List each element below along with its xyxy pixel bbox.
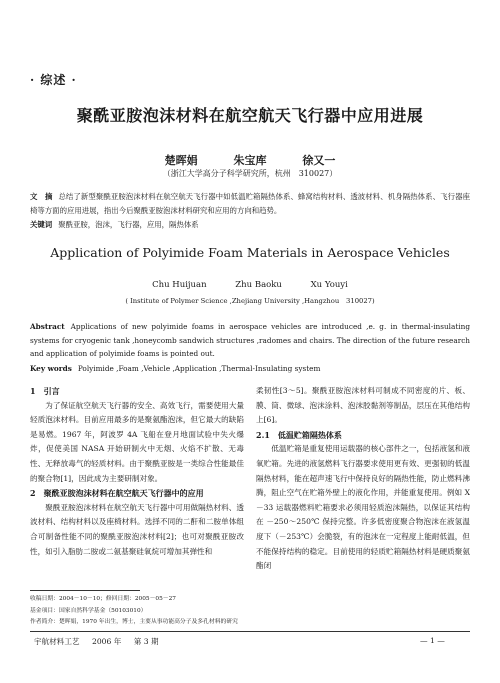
english-authors xyxy=(0,280,500,290)
continued-paragraph: 柔韧性[3～5]。聚酰亚胺泡沫材料可制成不同密度的片、板、膜、筒、微球、泡沫涂料、泡沫胶黏剂等制品，层压在其他结构上[6]。 xyxy=(256,386,470,425)
english-title: Application of Polyimide Foam Materials in Aerospace Vehicles xyxy=(50,245,450,260)
author-3: 徐又一 xyxy=(302,154,336,167)
journal-footer xyxy=(34,636,169,647)
journal-name: 宇航材料工艺 xyxy=(34,637,80,646)
chinese-abstract-label: 文 摘 xyxy=(30,192,53,201)
section-tag: · 综述 · xyxy=(30,73,77,87)
section-2-1-heading: 2.1 低温贮箱隔热体系 xyxy=(256,429,342,440)
english-keywords-text: Polyimide ,Foam ,Vehicle ,Application ,Thermal-Insulating system xyxy=(77,364,321,373)
chinese-keywords xyxy=(30,219,470,231)
footnote-funding: 基金项目：国家自然科学基金（50103010） xyxy=(30,607,147,614)
english-abstract-text: Applications of new polyimide foams in aerospace vehicles are introduced ,e. g. in thermal-insulating systems for cryogenic tank ,honeycomb sandwich structures ,radomes and chairs. The direction of the future research and application of polyimide foams is pointed out. xyxy=(30,322,470,358)
english-abstract-label: Abstract xyxy=(30,322,65,331)
footnotes xyxy=(30,594,300,629)
page-number: — 1 — xyxy=(420,636,445,645)
section-1-heading: 1 引言 xyxy=(30,386,60,396)
chinese-authors xyxy=(0,152,500,168)
journal-year: 2006 年 xyxy=(91,637,122,646)
english-keywords-label: Key words xyxy=(30,364,72,373)
section-2-paragraph: 聚酰亚胺泡沫材料在航空航天飞行器中可用做隔热材料、透波材料、结构材料以及座椅材料。选择不同的二酐和二胺单体组合可制备性能不同的聚酰亚胺泡沫材料[2]；也可对聚酰亚胺改性，如引入脂肪二胺或二氨基聚硅氧烷可增加其弹性和 xyxy=(30,502,244,556)
english-keywords xyxy=(30,363,470,375)
chinese-affiliation: （浙江大学高分子科学研究所，杭州 310027） xyxy=(162,169,338,178)
english-affiliation: ( Institute of Polymer Science ,Zhejiang University ,Hangzhou 310027) xyxy=(125,297,375,305)
chinese-title: 聚酰亚胺泡沫材料在航空航天飞行器中应用进展 xyxy=(76,106,424,125)
chinese-keywords-text: 聚酰亚胺，泡沫，飞行器，应用，隔热体系 xyxy=(58,220,199,229)
section-2-1-paragraph: 低温贮箱是重复使用运载器的核心部件之一，包括液氢和液氧贮箱。先进的液氢燃料飞行器要求使用更有效、更强韧的低温隔热材料，能在超声速飞行中保持良好的隔热性能，防止燃料沸腾，阻止空气在贮箱外壁上的液化作用，并能重复使用。例如 X－33 运载器燃料贮箱要求必须用轻质泡沫隔热，以保证其结构在 －250～250℃ 保持完整。许多低密度聚合物泡沫在液氢温度下（－253℃）会脆裂，有的泡沫在一定程度上能耐低温，但不能保持结构的稳定。目前使用的轻质贮箱隔热材料是硬质聚氨酯闭 xyxy=(256,444,470,571)
english-author-2: Zhu Baoku xyxy=(235,280,282,290)
chinese-abstract xyxy=(30,190,470,218)
author-2: 朱宝库 xyxy=(233,154,267,167)
body-left-column xyxy=(30,384,244,559)
section-2-heading: 2 聚酰亚胺泡沫材料在航空航天飞行器中的应用 xyxy=(30,488,204,499)
author-1: 楚晖娟 xyxy=(164,154,198,167)
english-abstract xyxy=(30,320,470,361)
section-1-paragraph: 为了保证航空航天飞行器的安全、高效飞行，需要使用大量轻质泡沫材料。目前应用最多的是聚氨酯泡沫，但它最大的缺陷是易燃。1967 年，阿波罗 4A 飞船在登月地面试验中失火爆炸，促使美国 NASA 开始研制火中无烟、火焰不扩散、无毒性、无释放毒气的轻质材料。由于聚酰亚胺是一类综合性能最佳的聚合物[1]，因此成为主要研制对象。 xyxy=(30,400,244,483)
english-author-1: Chu Huijuan xyxy=(152,280,207,290)
footnote-author-bio: 作者简介：楚晖娟，1970 年出生，博士，主要从事功能高分子及多孔材料的研究 xyxy=(30,619,238,625)
chinese-keywords-label: 关键词 xyxy=(30,220,53,229)
footnote-rule xyxy=(30,590,140,591)
journal-issue: 第 3 期 xyxy=(133,637,159,646)
chinese-abstract-text: 总结了新型聚酰亚胺泡沫材料在航空航天飞行器中如低温贮箱隔热体系、蜂窝结构材料、透波材料、机身隔热体系、飞行器座椅等方面的应用进展，指出今后聚酰亚胺泡沫材料研究和应用的方向和趋势。 xyxy=(30,192,470,215)
body-right-column xyxy=(256,384,470,574)
english-author-3: Xu Youyi xyxy=(310,280,348,290)
footnote-received: 收稿日期：2004－10－10；修回日期：2005－05－27 xyxy=(30,596,176,602)
footer-rule xyxy=(30,631,470,632)
